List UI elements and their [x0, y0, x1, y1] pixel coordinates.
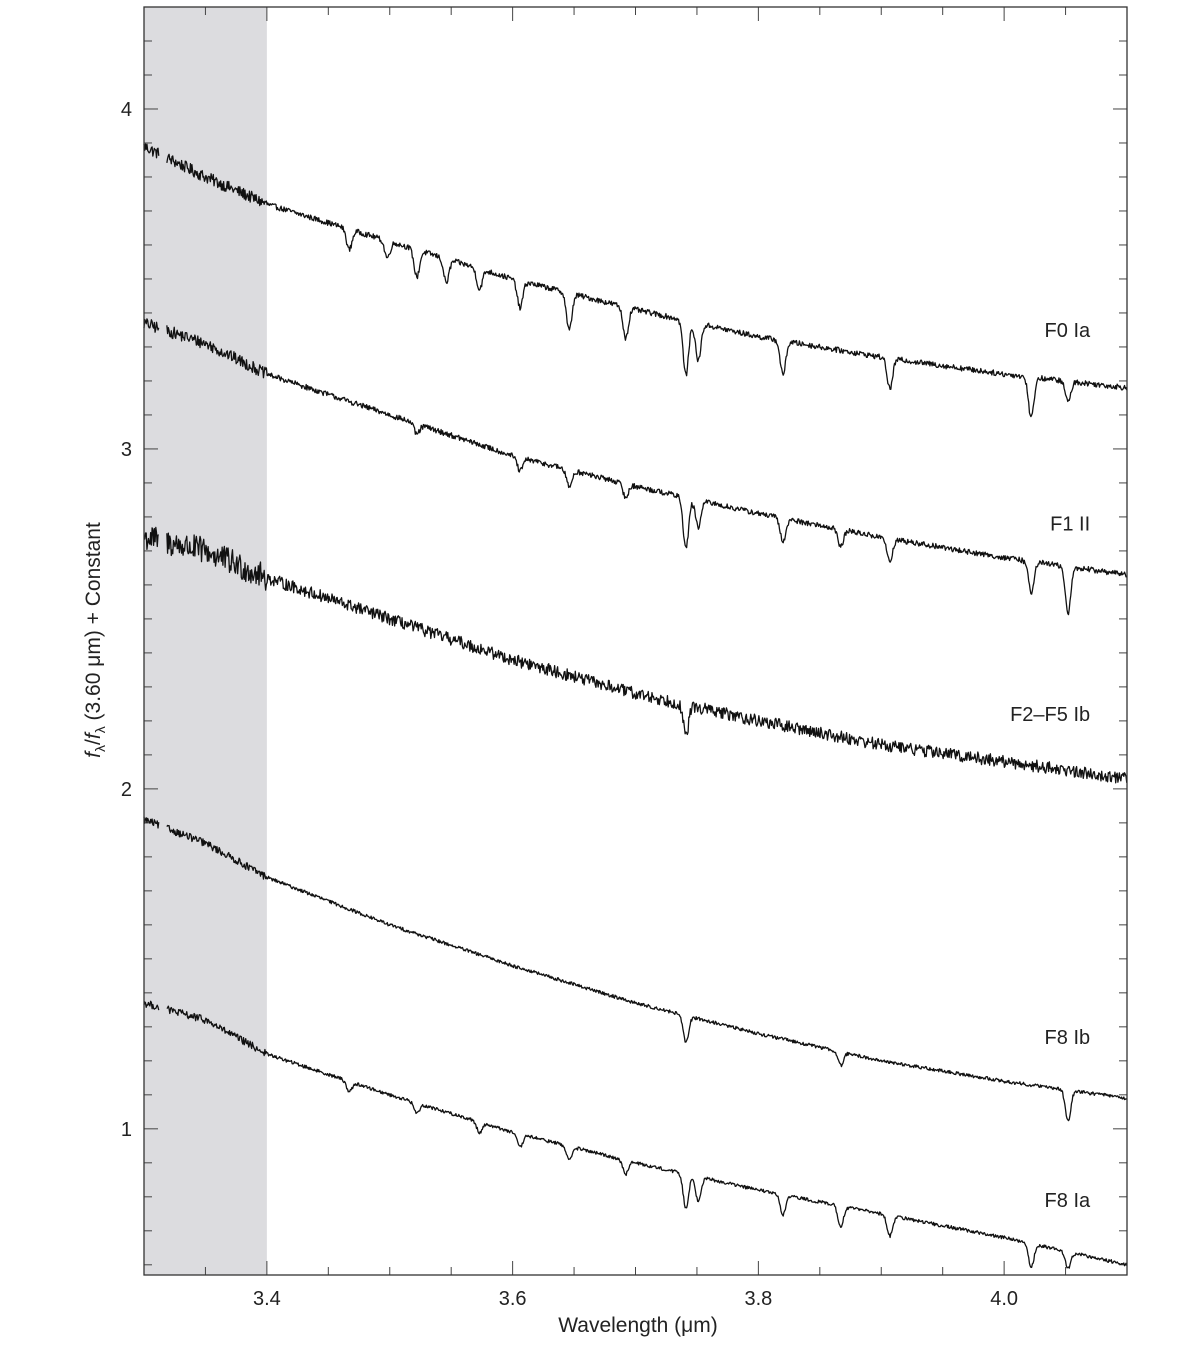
series-label: F8 Ib: [1044, 1027, 1091, 1050]
x-tick-label: 3.6: [498, 1288, 527, 1310]
series-label: F1 II: [1050, 513, 1091, 536]
y-axis-label-slash: /: [82, 739, 105, 745]
y-tick-label: 4: [120, 98, 132, 121]
y-axis-label: [82, 522, 108, 758]
y-tick-label: 1: [120, 1118, 132, 1141]
y-tick-label: 3: [120, 438, 132, 461]
y-axis-label-f1: f: [82, 751, 105, 758]
x-tick-label: 4.0: [990, 1288, 1019, 1310]
series-label: F0 Ia: [1044, 319, 1091, 342]
y-axis-label-f2: f: [82, 733, 105, 740]
y-axis-label-rest: (3.60 μm) + Constant: [82, 522, 105, 727]
x-tick-label: 3.8: [744, 1288, 773, 1310]
x-tick-label: 3.4: [252, 1288, 281, 1310]
series-label: F8 Ia: [1044, 1190, 1091, 1213]
x-axis-label: Wavelength (μm): [558, 1314, 718, 1337]
y-axis-label-sub1: λ: [92, 744, 108, 752]
y-tick-label: 2: [120, 778, 132, 801]
y-axis-label-sub2: λ: [92, 726, 108, 734]
series-label: F2–F5 Ib: [1010, 704, 1091, 727]
